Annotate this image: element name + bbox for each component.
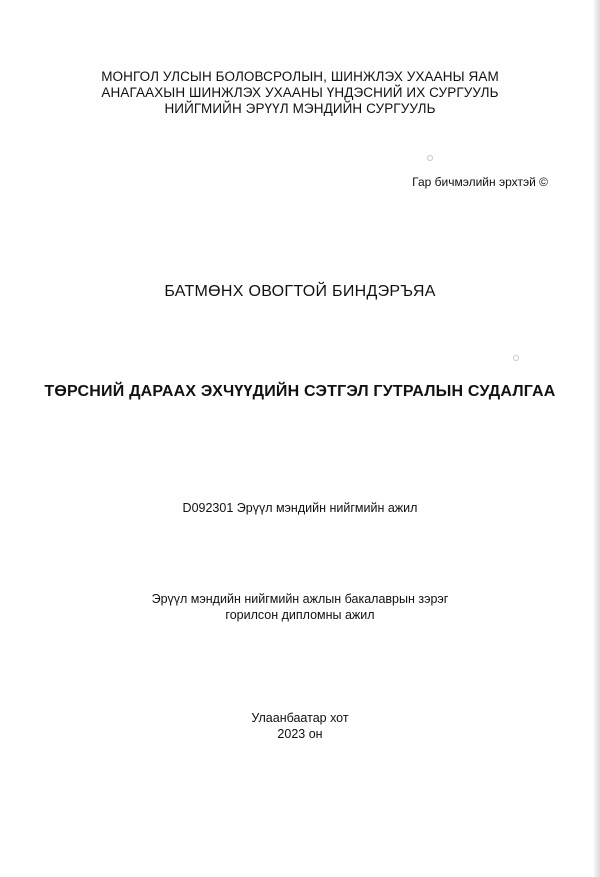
author-name: БАТМӨНХ ОВОГТОЙ БИНДЭРЪЯА [164,283,436,300]
degree-line-1: Эрүүл мэндийн нийгмийн ажлын бакалаврын зэрэг [151,592,449,606]
institution-header [0,69,600,117]
institution-line-university: АНАГААХЫН ШИНЖЛЭХ УХААНЫ ҮНДЭСНИЙ ИХ СУРГУУЛЬ [101,85,499,100]
thesis-title: ТӨРСНИЙ ДАРААХ ЭХЧҮҮДИЙН СЭТГЭЛ ГУТРАЛЫН СУДАЛГАА [44,383,556,400]
program-code: D092301 Эрүүл мэндийн нийгмийн ажил [182,501,418,515]
scan-speck [427,155,433,161]
scan-speck [513,355,519,361]
degree-line-2: горилсон дипломны ажил [225,608,375,622]
institution-line-ministry: МОНГОЛ УЛСЫН БОЛОВСРОЛЫН, ШИНЖЛЭХ УХААНЫ ЯАМ [101,69,499,84]
page-edge-shadow [594,0,600,877]
degree-statement [0,591,600,623]
place-and-year [0,710,600,742]
year: 2023 он [277,727,323,741]
copyright-notice: Гар бичмэлийн эрхтэй © [412,175,548,189]
institution-line-school: НИЙГМИЙН ЭРҮҮЛ МЭНДИЙН СУРГУУЛЬ [164,101,436,116]
city: Улаанбаатар хот [251,711,349,725]
